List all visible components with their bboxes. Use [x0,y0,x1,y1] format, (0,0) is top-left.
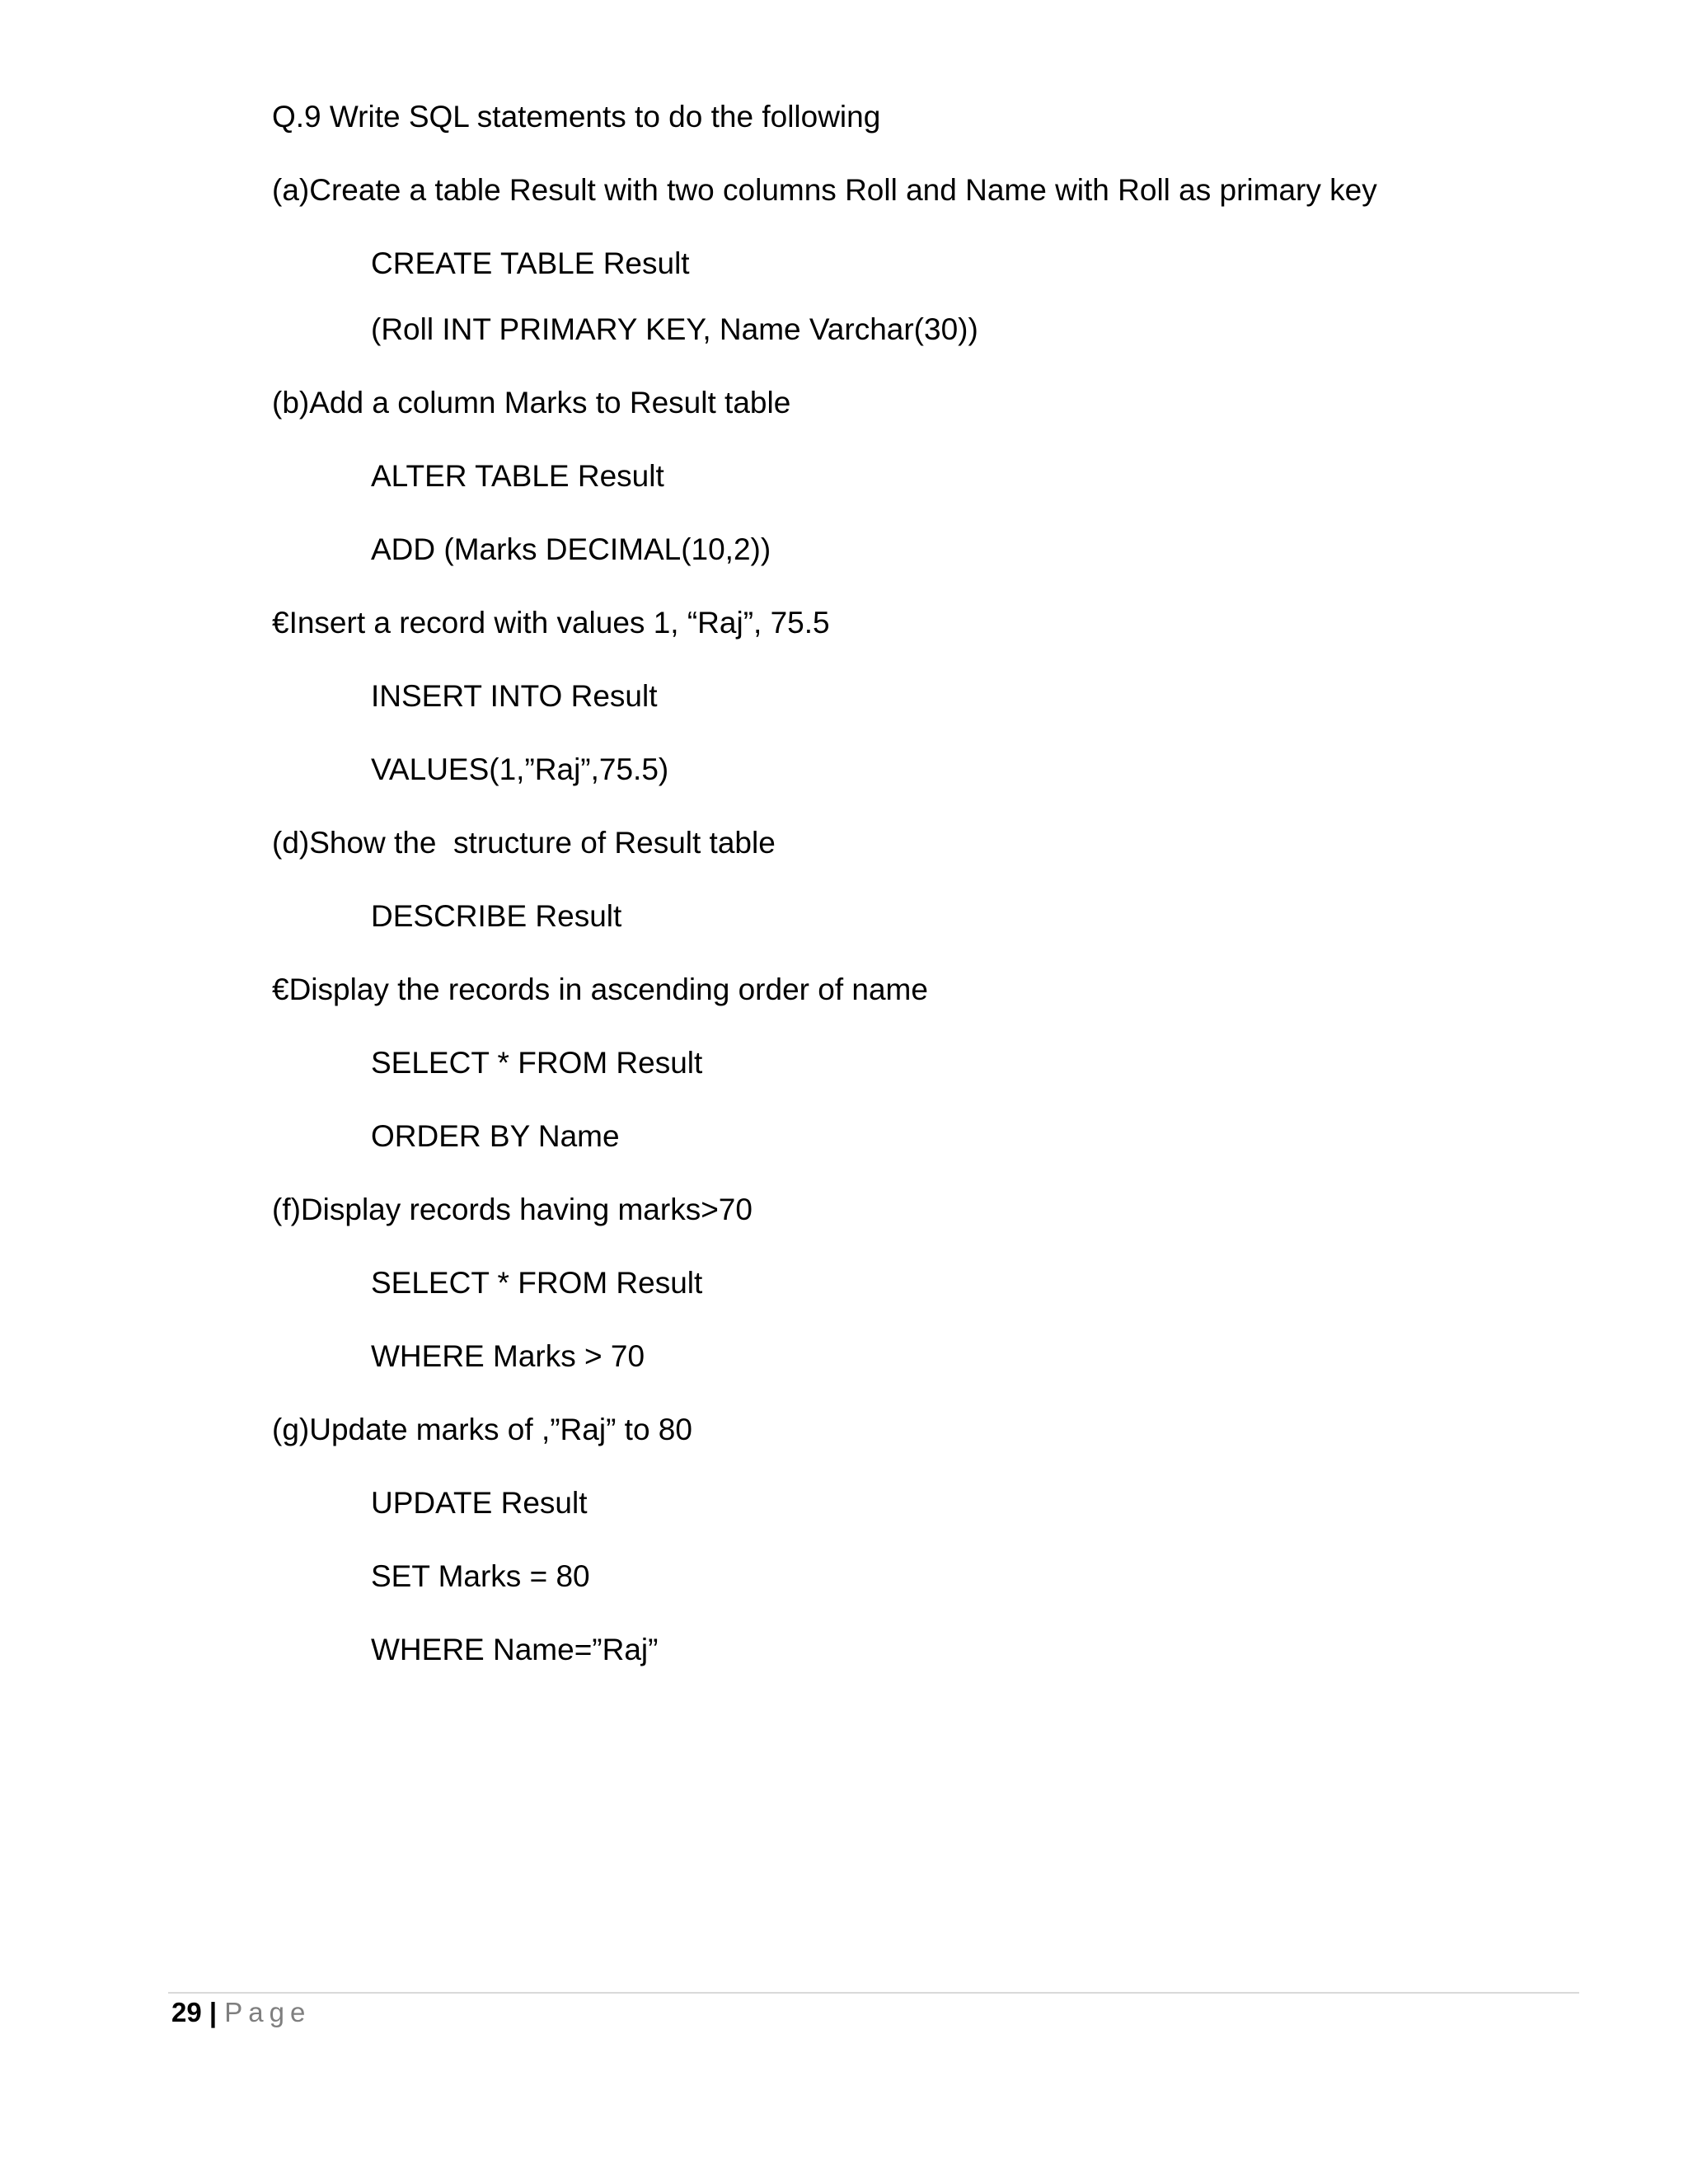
sql-line: ADD (Marks DECIMAL(10,2)) [371,532,771,566]
question-part-g: (g)Update marks of ,”Raj” to 80 [272,1413,692,1446]
sql-line: INSERT INTO Result [371,679,658,713]
footer-separator: | [209,1997,218,2027]
sql-line: SELECT * FROM Result [371,1046,703,1080]
question-part-c: €Insert a record with values 1, “Raj”, 75.5 [272,606,830,640]
question-part-f: (f)Display records having marks>70 [272,1193,753,1226]
sql-line: DESCRIBE Result [371,899,622,933]
question-part-a: (a)Create a table Result with two columns Roll and Name with Roll as primary key [272,173,1377,207]
question-heading: Q.9 Write SQL statements to do the following [272,100,881,134]
sql-line: VALUES(1,”Raj”,75.5) [371,752,669,786]
footer-divider [168,1992,1579,1994]
sql-line: CREATE TABLE Result [371,246,690,280]
sql-line: SET Marks = 80 [371,1559,590,1593]
page-footer [171,1994,311,2031]
sql-line: ALTER TABLE Result [371,459,664,493]
sql-line: (Roll INT PRIMARY KEY, Name Varchar(30)) [371,312,978,346]
sql-line: ORDER BY Name [371,1119,620,1153]
question-part-e: €Display the records in ascending order of name [272,972,928,1006]
sql-line: WHERE Marks > 70 [371,1339,645,1373]
question-part-b: (b)Add a column Marks to Result table [272,386,791,419]
question-part-d: (d)Show the structure of Result table [272,826,776,860]
page-label: Page [224,1997,312,2027]
sql-line: UPDATE Result [371,1486,588,1520]
page-number: 29 [171,1997,202,2027]
sql-line: WHERE Name=”Raj” [371,1633,659,1666]
sql-line: SELECT * FROM Result [371,1266,703,1300]
